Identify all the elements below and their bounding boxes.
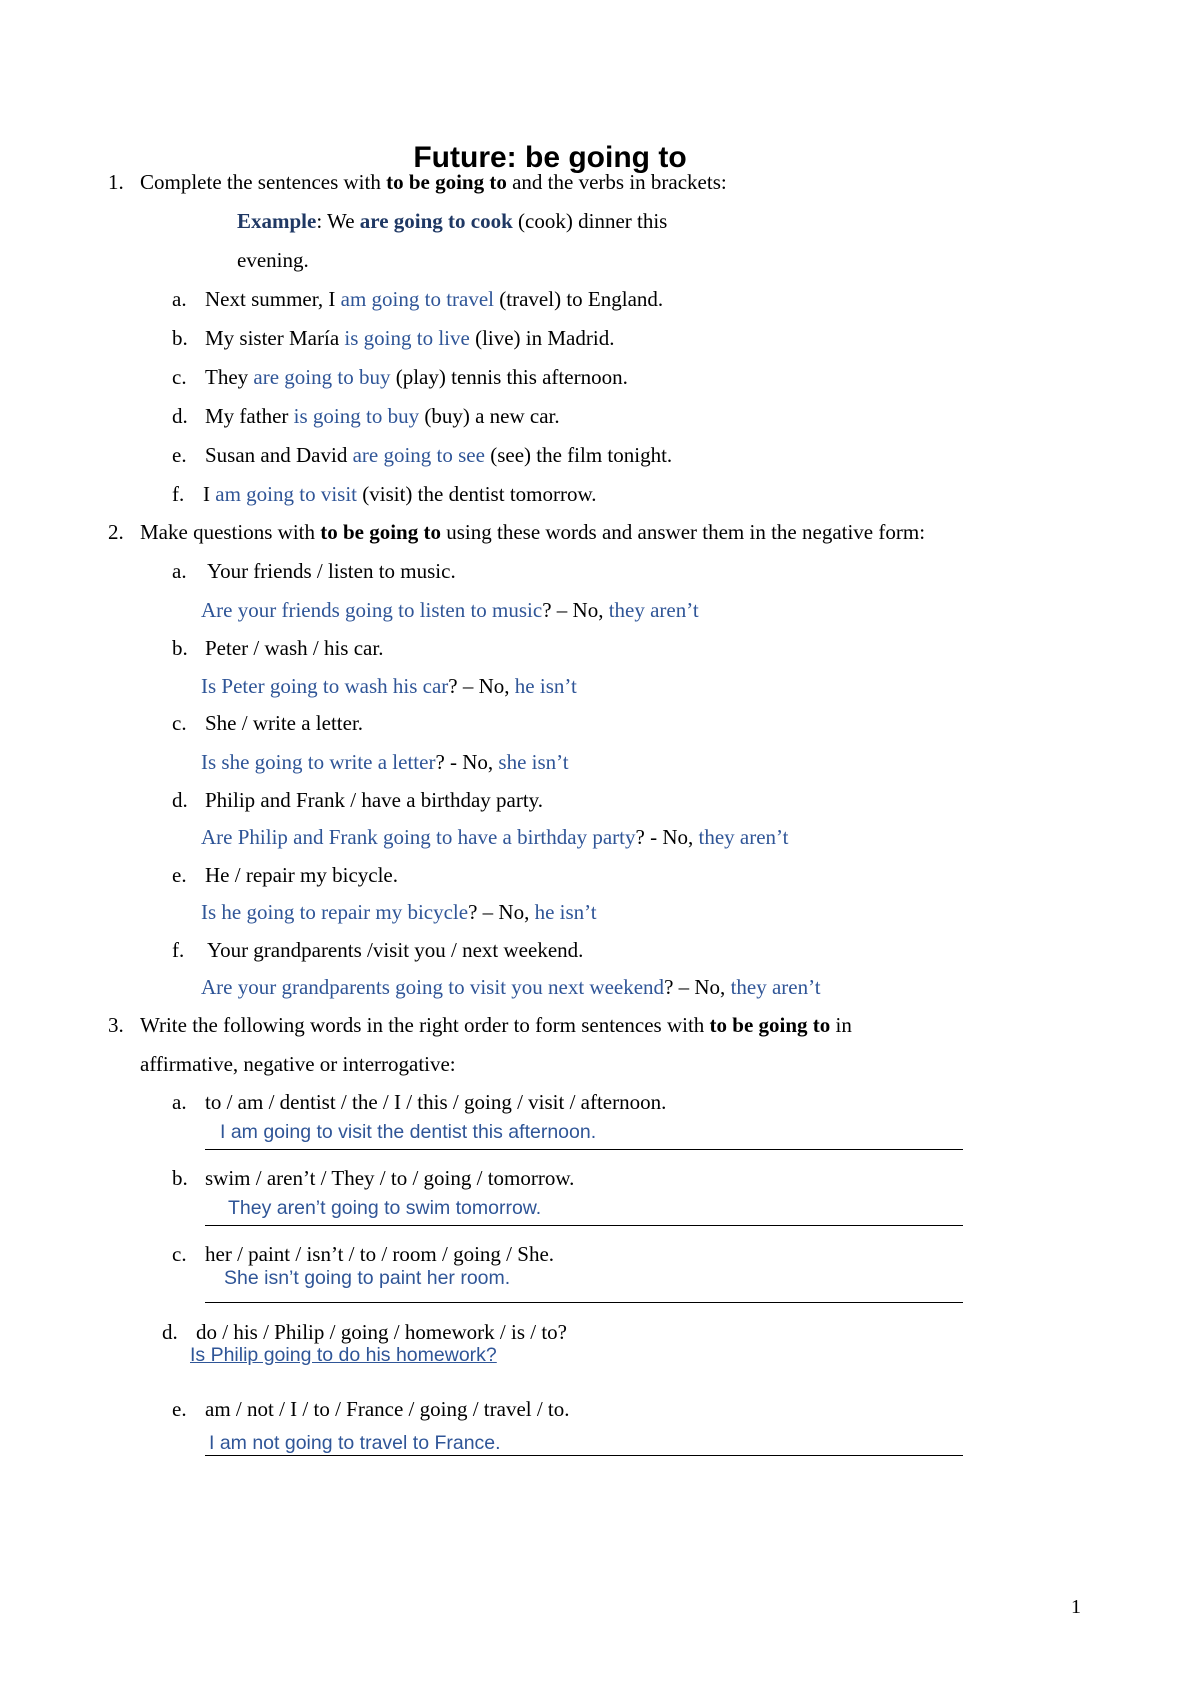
item-letter: e. xyxy=(172,1397,187,1421)
item-letter: d. xyxy=(162,1320,178,1344)
example-label: Example xyxy=(237,209,317,233)
item-sentence: Susan and David are going to see (see) the film tonight. xyxy=(205,443,673,467)
answer-line xyxy=(205,1302,963,1303)
item-letter: d. xyxy=(172,404,188,428)
item-sentence: My sister María is going to live (live) in Madrid. xyxy=(205,326,615,350)
answer-line xyxy=(205,1455,963,1456)
question-number: 3. xyxy=(108,1013,124,1037)
item-prompt: She / write a letter. xyxy=(205,711,364,735)
answer-text: is going to live xyxy=(344,326,470,350)
answer-text: am going to visit xyxy=(215,482,357,506)
item-prompt: Philip and Frank / have a birthday party. xyxy=(205,788,544,812)
question-instruction: Complete the sentences with to be going to and the verbs in brackets: xyxy=(140,170,727,194)
item-letter: b. xyxy=(172,326,188,350)
item-prompt: Your friends / listen to music. xyxy=(207,559,456,583)
item-letter: a. xyxy=(172,1090,187,1114)
item-prompt: He / repair my bicycle. xyxy=(205,863,398,887)
item-prompt: her / paint / isn’t / to / room / going / She. xyxy=(205,1242,555,1266)
example-line-2: evening. xyxy=(237,248,309,272)
item-answer: Are Philip and Frank going to have a birthday party? - No, they aren’t xyxy=(201,825,789,849)
item-answer: Is he going to repair my bicycle? – No, he isn’t xyxy=(201,900,597,924)
item-sentence: My father is going to buy (buy) a new car. xyxy=(205,404,560,428)
item-prompt: to / am / dentist / the / I / this / going / visit / afternoon. xyxy=(205,1090,667,1114)
grammar-term: to be going to xyxy=(386,170,507,194)
item-answer: She isn’t going to paint her room. xyxy=(224,1267,511,1289)
answer-line xyxy=(205,1225,963,1226)
item-answer: Are your grandparents going to visit you next weekend? – No, they aren’t xyxy=(201,975,821,999)
answer-text: are going to see xyxy=(352,443,485,467)
item-prompt: Your grandparents /visit you / next weekend. xyxy=(207,938,584,962)
grammar-term: to be going to xyxy=(709,1013,831,1037)
item-sentence: Next summer, I am going to travel (travel) to England. xyxy=(205,287,664,311)
page-number: 1 xyxy=(1071,1596,1081,1618)
answer-text: am going to travel xyxy=(340,287,495,311)
item-letter: a. xyxy=(172,287,187,311)
answer-text: is going to buy xyxy=(293,404,420,428)
item-answer: Is she going to write a letter? - No, she isn’t xyxy=(201,750,569,774)
item-letter: c. xyxy=(172,711,187,735)
grammar-term: to be going to xyxy=(320,520,441,544)
item-letter: b. xyxy=(172,1166,188,1190)
item-prompt: Peter / wash / his car. xyxy=(205,636,384,660)
item-letter: f. xyxy=(172,938,185,962)
question-number: 1. xyxy=(108,170,124,194)
item-letter: a. xyxy=(172,559,187,583)
item-prompt: do / his / Philip / going / homework / is / to? xyxy=(196,1320,568,1344)
item-answer: I am not going to travel to France. xyxy=(209,1432,501,1454)
item-answer: Are your friends going to listen to music? – No, they aren’t xyxy=(201,598,699,622)
question-instruction-line-2: affirmative, negative or interrogative: xyxy=(140,1052,456,1076)
item-letter: e. xyxy=(172,443,187,467)
item-answer: Is Philip going to do his homework? xyxy=(190,1344,497,1366)
item-answer: They aren’t going to swim tomorrow. xyxy=(228,1197,542,1219)
example-answer: are going to cook xyxy=(359,209,513,233)
question-number: 2. xyxy=(108,520,124,544)
item-prompt: am / not / I / to / France / going / travel / to. xyxy=(205,1397,570,1421)
item-prompt: swim / aren’t / They / to / going / tomorrow. xyxy=(205,1166,575,1190)
item-answer: Is Peter going to wash his car? – No, he isn’t xyxy=(201,674,577,698)
question-instruction: Write the following words in the right order to form sentences with to be going to in xyxy=(140,1013,852,1037)
answer-text: are going to buy xyxy=(253,365,391,389)
item-letter: b. xyxy=(172,636,188,660)
item-letter: f. xyxy=(172,482,185,506)
item-sentence: I am going to visit (visit) the dentist tomorrow. xyxy=(203,482,597,506)
item-letter: d. xyxy=(172,788,188,812)
example-line: Example: We are going to cook (cook) dinner this xyxy=(237,209,668,233)
item-answer: I am going to visit the dentist this afternoon. xyxy=(220,1121,597,1143)
answer-line xyxy=(205,1149,963,1150)
question-instruction: Make questions with to be going to using these words and answer them in the negative form: xyxy=(140,520,926,544)
item-letter: c. xyxy=(172,1242,187,1266)
page-title: Future: be going to xyxy=(413,141,687,174)
item-letter: c. xyxy=(172,365,187,389)
item-letter: e. xyxy=(172,863,187,887)
item-sentence: They are going to buy (play) tennis this afternoon. xyxy=(205,365,628,389)
